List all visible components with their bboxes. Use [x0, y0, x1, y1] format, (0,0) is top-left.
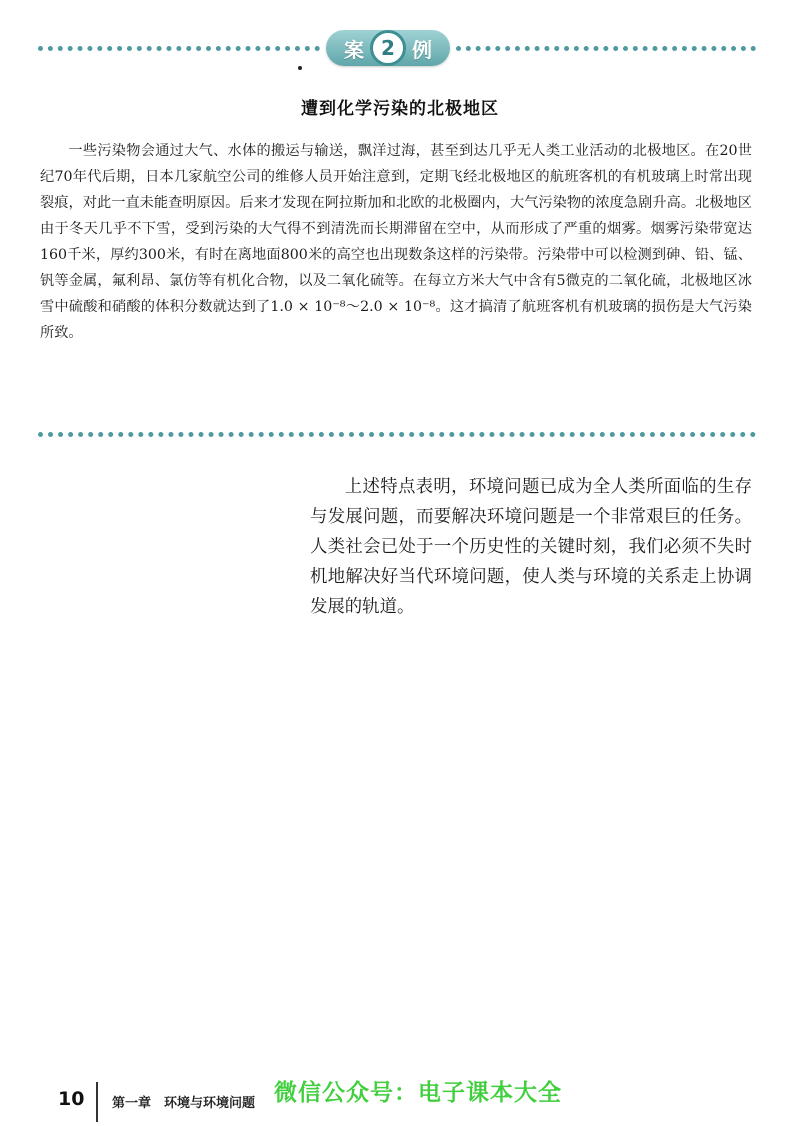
- chapter-label: 第一章 环境与环境问题: [112, 1096, 256, 1111]
- case-badge: [326, 30, 450, 66]
- stray-dot-mark: [298, 66, 302, 70]
- case-header-dotted-rule-right: [456, 46, 756, 51]
- case-badge-word-left: 案: [344, 37, 364, 62]
- case-study-body: 一些污染物会通过大气、水体的搬运与输送，飘洋过海，甚至到达几乎无人类工业活动的北极地区。在20世纪70年代后期，日本几家航空公司的维修人员开始注意到，定期飞经北极地区的航班客机的有机玻璃上时常出现裂痕，对此一直未能查明原因。后来才发现在阿拉斯加和北欧的北极圈内，大气污染物的浓度急剧升高。北极地区由于冬天几乎不下雪，受到污染的大气得不到清洗而长期滞留在空中，从而形成了严重的烟雾。烟雾污染带宽达160千米，厚约300米，有时在离地面800米的高空也出现数条这样的污染带。污染带中可以检测到砷、铅、锰、钒等金属，氟利昂、氯仿等有机化合物，以及二氧化硫等。在每立方米大气中含有5微克的二氧化硫，北极地区冰雪中硫酸和硝酸的体积分数就达到了1.0 × 10⁻⁸～2.0 × 10⁻⁸。这才搞清了航班客机有机玻璃的损伤是大气污染所致。: [40, 143, 752, 341]
- case-footer-dotted-rule: [38, 432, 756, 437]
- page-number: 10: [58, 1088, 85, 1110]
- case-badge-number: 2: [370, 30, 406, 66]
- case-study-title: 遭到化学污染的北极地区: [301, 99, 499, 119]
- case-header-dotted-rule-left: [38, 46, 320, 51]
- watermark-text: 微信公众号：电子课本大全: [274, 1080, 562, 1106]
- footer-divider: [96, 1082, 98, 1122]
- summary-paragraph: 上述特点表明，环境问题已成为全人类所面临的生存与发展问题，而要解决环境问题是一个非常艰巨的任务。人类社会已处于一个历史性的关键时刻，我们必须不失时机地解决好当代环境问题，使人类与环境的关系走上协调发展的轨道。: [310, 477, 752, 617]
- case-badge-word-right: 例: [412, 37, 432, 62]
